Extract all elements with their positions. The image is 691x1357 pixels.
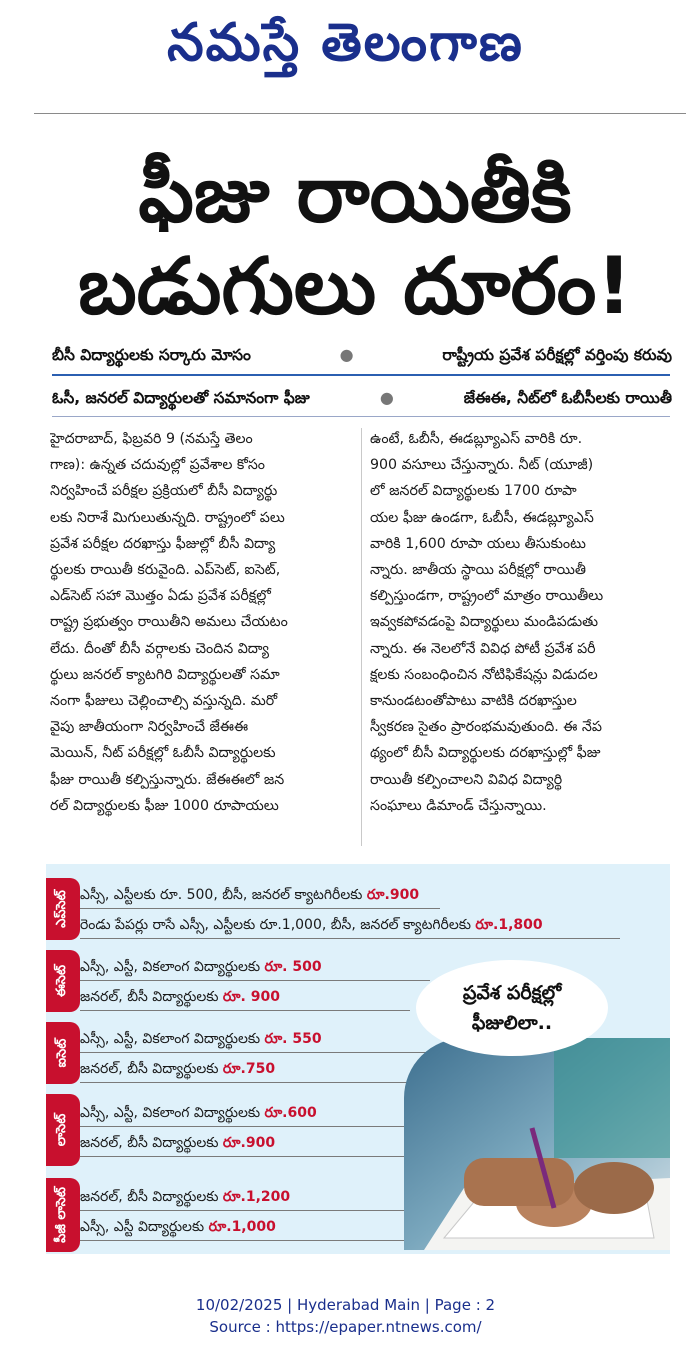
article-line: సంఘాలు డిమాండ్ చేస్తున్నాయి. [370, 797, 547, 814]
headline-line-2: బడుగులు దూరం! [78, 242, 632, 332]
article-line: ఉంటే, ఓబీసీ, ఈడబ్ల్యూఎస్ వారికి రూ. [370, 431, 583, 447]
article-line: వైపు జాతీయంగా నిర్వహించే జేఈఈ [50, 719, 249, 736]
article-line: లో జనరల్ విద్యార్థులకు 1700 రూపా [370, 483, 577, 500]
article-line: ఫీజు రాయితీ కల్పిస్తున్నారు. జేఈఈలో జన [50, 771, 285, 788]
subhead-divider [52, 374, 670, 376]
article-line: న్నారు. ఈ నెలలోనే వివిధ పోటీ ప్రవేశ పరీ [370, 640, 596, 657]
exam-tag-label: పీజీ లాసెట్ [54, 1187, 70, 1243]
article-line: లేదు. దీంతో బీసీ వర్గాలకు చెందిన విద్యా [50, 640, 270, 657]
article-column-left [50, 426, 356, 819]
fee-line [46, 1058, 275, 1080]
article-line: ఎడ్‌సెట్ సహా మొత్తం ఏడు ప్రవేశ పరీక్షల్లో [50, 588, 271, 605]
exam-tag-label: ఈసెట్ [54, 964, 69, 998]
article-line: న్నారు. జాతీయ స్థాయి పరీక్షల్లో రాయితీ [370, 562, 586, 579]
fee-line-rule [80, 1082, 410, 1083]
article-line: గాణ): ఉన్నత చదువుల్లో ప్రవేశాల కోసం [50, 457, 265, 474]
fee-line [46, 1216, 276, 1238]
masthead [0, 8, 691, 78]
subhead-row-2 [52, 385, 672, 411]
article-line: హైదరాబాద్, ఫిబ్రవరి 9 (నమస్తే తెలం [50, 431, 253, 447]
exam-tag-label: ఐసెట్ [54, 1038, 69, 1068]
fee-line-text: రెండు పేపర్లు రాసే ఎస్సీ, ఎస్టీలకు రూ.1,000, బీసీ, జనరల్ క్యాటగిరీలకు [80, 917, 476, 933]
fee-amount: రూ. 500 [264, 959, 322, 975]
fee-block [46, 878, 666, 940]
headline-line-1: ఫీజు రాయితీకి [138, 150, 572, 240]
fee-amount: రూ.750 [222, 1061, 276, 1077]
fee-line-text: జనరల్, బీసీ విద్యార్థులకు [80, 989, 223, 1005]
exam-tag-label: ఎప్‌సెట్ [54, 890, 69, 928]
student-writing-photo [404, 1038, 670, 1250]
fee-line-text: జనరల్, బీసీ విద్యార్థులకు [80, 1189, 223, 1205]
fee-line-rule [80, 1240, 410, 1241]
fee-callout-line-1: ప్రవేశ పరీక్షల్లో [462, 982, 562, 1004]
fee-line-text: ఎస్సీ, ఎస్టీ విద్యార్థులకు [80, 1219, 209, 1235]
fee-line [46, 986, 280, 1008]
fee-line [46, 1102, 317, 1124]
fee-line-rule [80, 1210, 430, 1211]
fee-amount: రూ. 550 [264, 1031, 322, 1047]
article-line: కల్పిస్తుండగా, రాష్ట్రంలో మాత్రం రాయితీలు [370, 588, 604, 605]
masthead-divider [34, 113, 686, 114]
article-line: 900 వసూలు చేస్తున్నారు. నీట్ (యూజీ) [370, 457, 594, 474]
subhead-1-right: రాష్ట్రీయ ప్రవేశ పరీక్షల్లో వర్తింపు కరువు [442, 346, 672, 364]
fee-callout [428, 978, 596, 1038]
fee-line-text: ఎస్సీ, ఎస్టీలకు రూ. 500, బీసీ, జనరల్ క్యాటగిరీలకు [80, 887, 367, 903]
fee-line-rule [80, 1156, 410, 1157]
article-line: క్షలకు సంబంధించిన నోటిఫికేషన్లు విడుదల [370, 666, 598, 683]
article-line: యల ఫీజు ఉండగా, ఓబీసీ, ఈడబ్ల్యూఎస్ [370, 509, 594, 526]
subhead-2-right: జేఈఈ, నీట్‌లో ఓబీసీలకు రాయితీ [463, 389, 672, 407]
fee-line-text: ఎస్సీ, ఎస్టీ, వికలాంగ విద్యార్థులకు [80, 1031, 265, 1047]
article-line: కానుండటంతోపాటు వాటికి దరఖాస్తుల [370, 693, 577, 710]
bullet-icon: ● [339, 345, 354, 364]
fee-callout-line-2: ఫీజులిలా.. [471, 1012, 553, 1034]
fee-amount: రూ.600 [264, 1105, 317, 1121]
fee-line [46, 1186, 290, 1208]
article-line: రాష్ట్ర ప్రభుత్వం రాయితీని అమలు చేయటం [50, 614, 288, 631]
article-line: రాయితీ కల్పించాలని వివిధ విద్యార్థి [370, 771, 563, 788]
fee-line-text: జనరల్, బీసీ విద్యార్థులకు [80, 1135, 223, 1151]
article-line: ప్రవేశ పరీక్షల దరఖాస్తు ఫీజుల్లో బీసీ విద్యా [50, 535, 276, 552]
fee-amount: రూ. 900 [222, 989, 280, 1005]
fee-line-text: ఎస్సీ, ఎస్టీ, వికలాంగ విద్యార్థులకు [80, 1105, 265, 1121]
fee-line-text: జనరల్, బీసీ విద్యార్థులకు [80, 1061, 223, 1077]
fee-line-rule [80, 1010, 410, 1011]
fee-line [46, 1132, 275, 1154]
subhead-row-1 [52, 342, 672, 368]
bullet-icon: ● [379, 388, 394, 407]
fee-line [46, 1028, 322, 1050]
masthead-title: నమస్తే తెలంగాణ [167, 13, 524, 73]
fee-amount: రూ.900 [222, 1135, 276, 1151]
article-line: ర్థులు జనరల్ క్యాటగిరి విద్యార్థులతో సమా [50, 666, 280, 683]
fee-line-rule [80, 908, 440, 909]
article-line: మెయిన్, నీట్ పరీక్షల్లో ఓబీసీ విద్యార్థులకు [50, 745, 276, 762]
subhead-1-left: బీసీ విద్యార్థులకు సర్కారు మోసం [52, 346, 251, 364]
fee-line [46, 884, 419, 906]
fee-amount: రూ.900 [366, 887, 420, 903]
article-line: నిర్వహించే పరీక్షల ప్రక్రియలో బీసీ విద్యార్థు [50, 483, 278, 500]
fee-line [46, 956, 322, 978]
subhead-2-left: ఓసీ, జనరల్ విద్యార్థులతో సమానంగా ఫీజు [52, 389, 310, 407]
fee-line-text: ఎస్సీ, ఎస్టీ, వికలాంగ విద్యార్థులకు [80, 959, 265, 975]
footer-edition: 10/02/2025 | Hyderabad Main | Page : 2 [195, 1296, 496, 1314]
article-line: ఇవ్వకపోవడంపై విద్యార్థులు మండిపడుతు [370, 614, 599, 631]
fee-line-rule [80, 1126, 430, 1127]
fee-line-rule [80, 980, 430, 981]
article-line: నంగా ఫీజులు చెల్లించాల్సి వస్తున్నది. మరో [50, 693, 278, 710]
footer-source: Source : https://epaper.ntnews.com/ [209, 1318, 482, 1336]
photo-illustration [404, 1038, 670, 1250]
article-line: ర్థులకు రాయితీ కరువైంది. ఎప్‌సెట్, ఐసెట్, [50, 562, 281, 579]
article-line: స్వీకరణ సైతం ప్రారంభమవుతుంది. ఈ నేప [370, 719, 602, 736]
fee-line [46, 914, 543, 936]
article-column-right [370, 426, 676, 819]
fee-amount: రూ.1,800 [475, 917, 543, 933]
subhead-divider-bottom [52, 416, 670, 417]
fee-line-rule [80, 938, 620, 939]
article-line: థ్యంలో బీసీ విద్యార్థులకు దరఖాస్తుల్లో ఫీజు [370, 745, 601, 762]
article-line: రల్ విద్యార్థులకు ఫీజు 1000 రూపాయలు [50, 797, 279, 814]
article-line: వారికి 1,600 రూపా యలు తీసుకుంటు [370, 535, 586, 552]
column-separator [361, 428, 362, 846]
article-line: లకు నిరాశే మిగులుతున్నది. రాష్ట్రంలో పలు [50, 509, 285, 526]
exam-tag-label: లాసెట్ [54, 1113, 69, 1147]
fee-amount: రూ.1,200 [222, 1189, 291, 1205]
fee-amount: రూ.1,000 [208, 1219, 276, 1235]
fee-line-rule [80, 1052, 430, 1053]
